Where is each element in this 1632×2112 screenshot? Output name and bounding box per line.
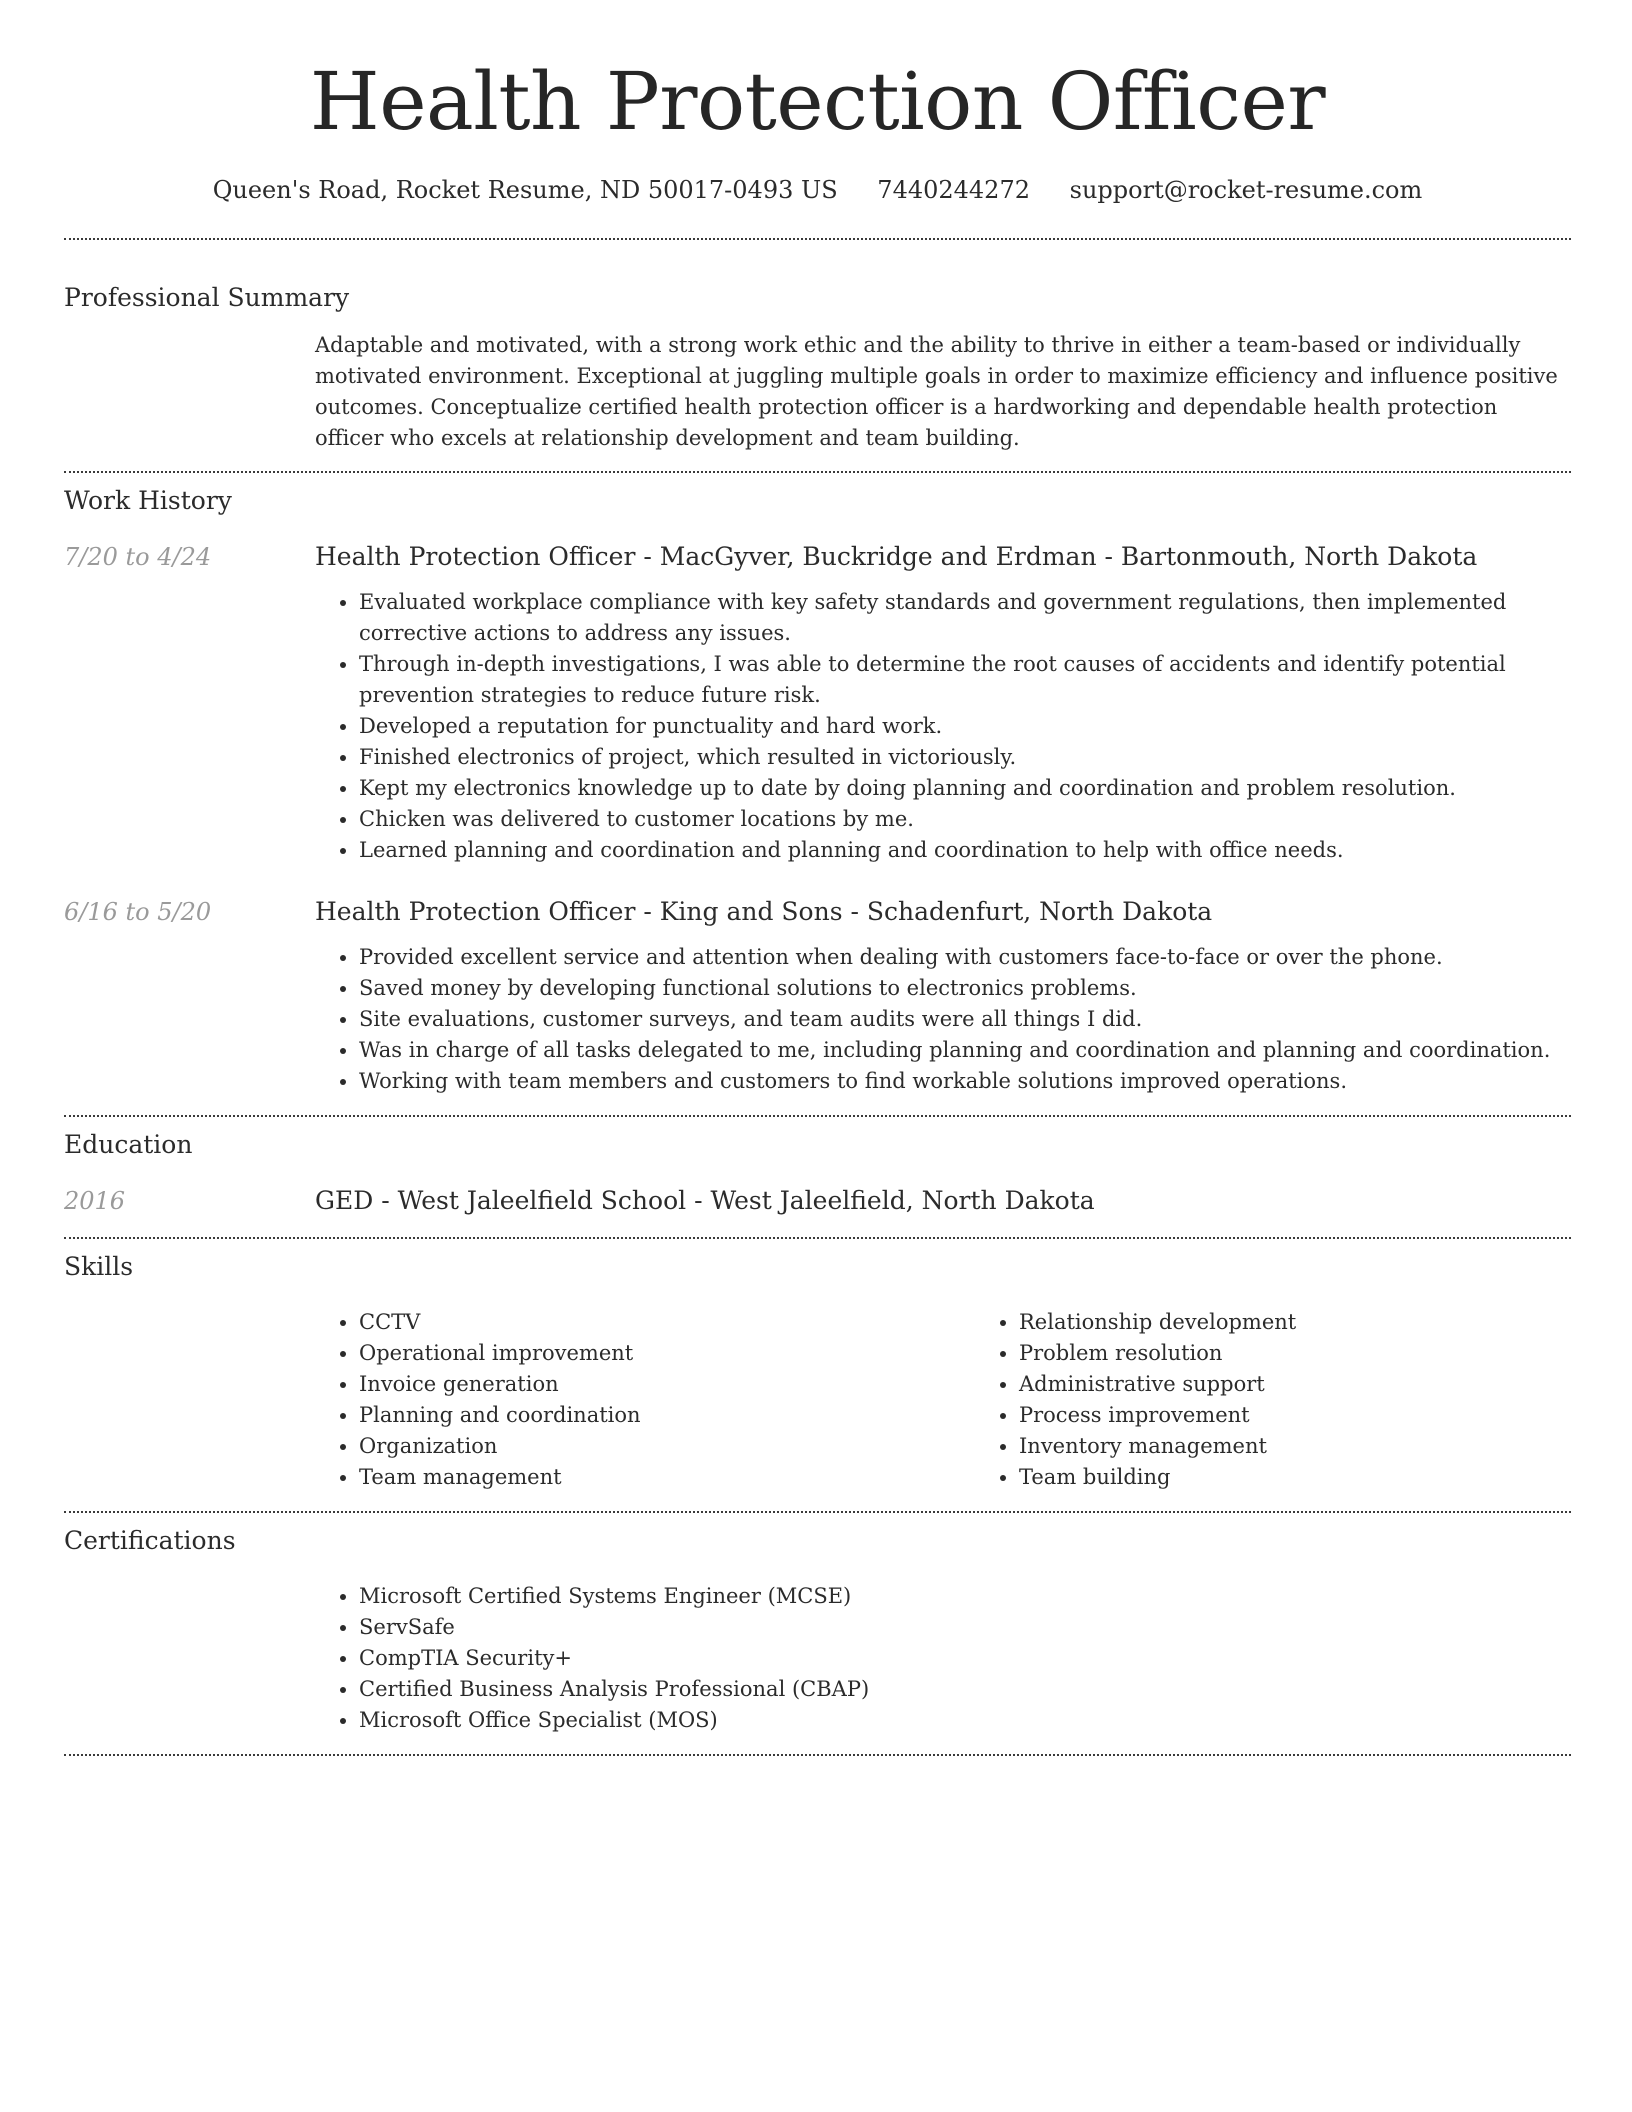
skills-list-left bbox=[315, 1307, 975, 1493]
education-year: 2016 bbox=[64, 1187, 126, 1215]
contact-line bbox=[64, 174, 1571, 206]
list-item: • Was in charge of all tasks delegated to me, including planning and coordination and planning and coordination. bbox=[359, 1035, 1571, 1066]
address: Queen's Road, Rocket Resume, ND 50017-0493 US bbox=[212, 176, 838, 204]
resume-page bbox=[64, 0, 1571, 1756]
list-item: • Invoice generation bbox=[359, 1369, 975, 1400]
summary-text: Adaptable and motivated, with a strong work ethic and the ability to thrive in either a team-based or individually motivated environment. Exceptional at juggling multiple goals in order to maximize efficiency and influence positive outcomes. Conceptualize certified health protection officer is a hardworking and dependable health protection officer who excels at relationship development and team building. bbox=[315, 333, 1558, 450]
list-item: • Team building bbox=[1019, 1462, 1632, 1493]
list-item: • Saved money by developing functional solutions to electronics problems. bbox=[359, 973, 1571, 1004]
section-title-summary: Professional Summary bbox=[64, 283, 350, 312]
list-item: • Site evaluations, customer surveys, and team audits were all things I did. bbox=[359, 1004, 1571, 1035]
list-item: • Administrative support bbox=[1019, 1369, 1632, 1400]
skills-row bbox=[64, 1307, 1571, 1493]
section-title-skills: Skills bbox=[64, 1252, 134, 1281]
job-bullets bbox=[315, 587, 1571, 866]
section-title-certifications: Certifications bbox=[64, 1526, 236, 1555]
list-item: • Evaluated workplace compliance with key safety standards and government regulations, then implemented corrective actions to address any issues. bbox=[359, 587, 1571, 649]
list-item: • Operational improvement bbox=[359, 1338, 975, 1369]
list-item: • Problem resolution bbox=[1019, 1338, 1632, 1369]
list-item: • Provided excellent service and attention when dealing with customers face-to-face or over the phone. bbox=[359, 942, 1571, 973]
list-item: • Certified Business Analysis Professional (CBAP) bbox=[359, 1674, 1571, 1705]
certifications-list bbox=[315, 1581, 1571, 1736]
list-item: • Through in-depth investigations, I was able to determine the root causes of accidents and identify potential prevention strategies to reduce future risk. bbox=[359, 649, 1571, 711]
list-item: • Process improvement bbox=[1019, 1400, 1632, 1431]
list-item: • Relationship development bbox=[1019, 1307, 1632, 1338]
divider bbox=[64, 1511, 1571, 1513]
divider bbox=[64, 238, 1571, 240]
list-item: • Kept my electronics knowledge up to date by doing planning and coordination and problem resolution. bbox=[359, 773, 1571, 804]
list-item: • Microsoft Certified Systems Engineer (MCSE) bbox=[359, 1581, 1571, 1612]
job-entry bbox=[64, 541, 1571, 866]
job-entry bbox=[64, 896, 1571, 1097]
list-item: • Planning and coordination bbox=[359, 1400, 975, 1431]
summary-row bbox=[64, 330, 1571, 454]
list-item: • Working with team members and customers to find workable solutions improved operations. bbox=[359, 1066, 1571, 1097]
education-heading: GED - West Jaleelfield School - West Jaleelfield, North Dakota bbox=[315, 1186, 1095, 1215]
email: support@rocket-resume.com bbox=[1069, 176, 1423, 204]
section-title-work-history: Work History bbox=[64, 486, 232, 515]
list-item: • CCTV bbox=[359, 1307, 975, 1338]
skills-list-right bbox=[975, 1307, 1632, 1493]
divider bbox=[64, 1754, 1571, 1756]
list-item: • CompTIA Security+ bbox=[359, 1643, 1571, 1674]
job-bullets bbox=[315, 942, 1571, 1097]
list-item: • Developed a reputation for punctuality and hard work. bbox=[359, 711, 1571, 742]
list-item: • Organization bbox=[359, 1431, 975, 1462]
list-item: • Finished electronics of project, which resulted in victoriously. bbox=[359, 742, 1571, 773]
job-heading: Health Protection Officer - King and Sons - Schadenfurt, North Dakota bbox=[315, 897, 1213, 926]
divider bbox=[64, 1237, 1571, 1239]
list-item: • Chicken was delivered to customer locations by me. bbox=[359, 804, 1571, 835]
certifications-row bbox=[64, 1581, 1571, 1736]
phone: 7440244272 bbox=[877, 176, 1030, 204]
divider bbox=[64, 471, 1571, 473]
list-item: • Microsoft Office Specialist (MOS) bbox=[359, 1705, 1571, 1736]
list-item: • ServSafe bbox=[359, 1612, 1571, 1643]
list-item: • Learned planning and coordination and planning and coordination to help with office needs. bbox=[359, 835, 1571, 866]
list-item: • Inventory management bbox=[1019, 1431, 1632, 1462]
job-dates: 6/16 to 5/20 bbox=[64, 898, 212, 926]
divider bbox=[64, 1115, 1571, 1117]
candidate-name: Health Protection Officer bbox=[309, 55, 1326, 148]
job-dates: 7/20 to 4/24 bbox=[64, 543, 212, 571]
education-entry bbox=[64, 1185, 1571, 1217]
list-item: • Team management bbox=[359, 1462, 975, 1493]
job-heading: Health Protection Officer - MacGyver, Buckridge and Erdman - Bartonmouth, North Dakota bbox=[315, 542, 1478, 571]
section-title-education: Education bbox=[64, 1130, 193, 1159]
